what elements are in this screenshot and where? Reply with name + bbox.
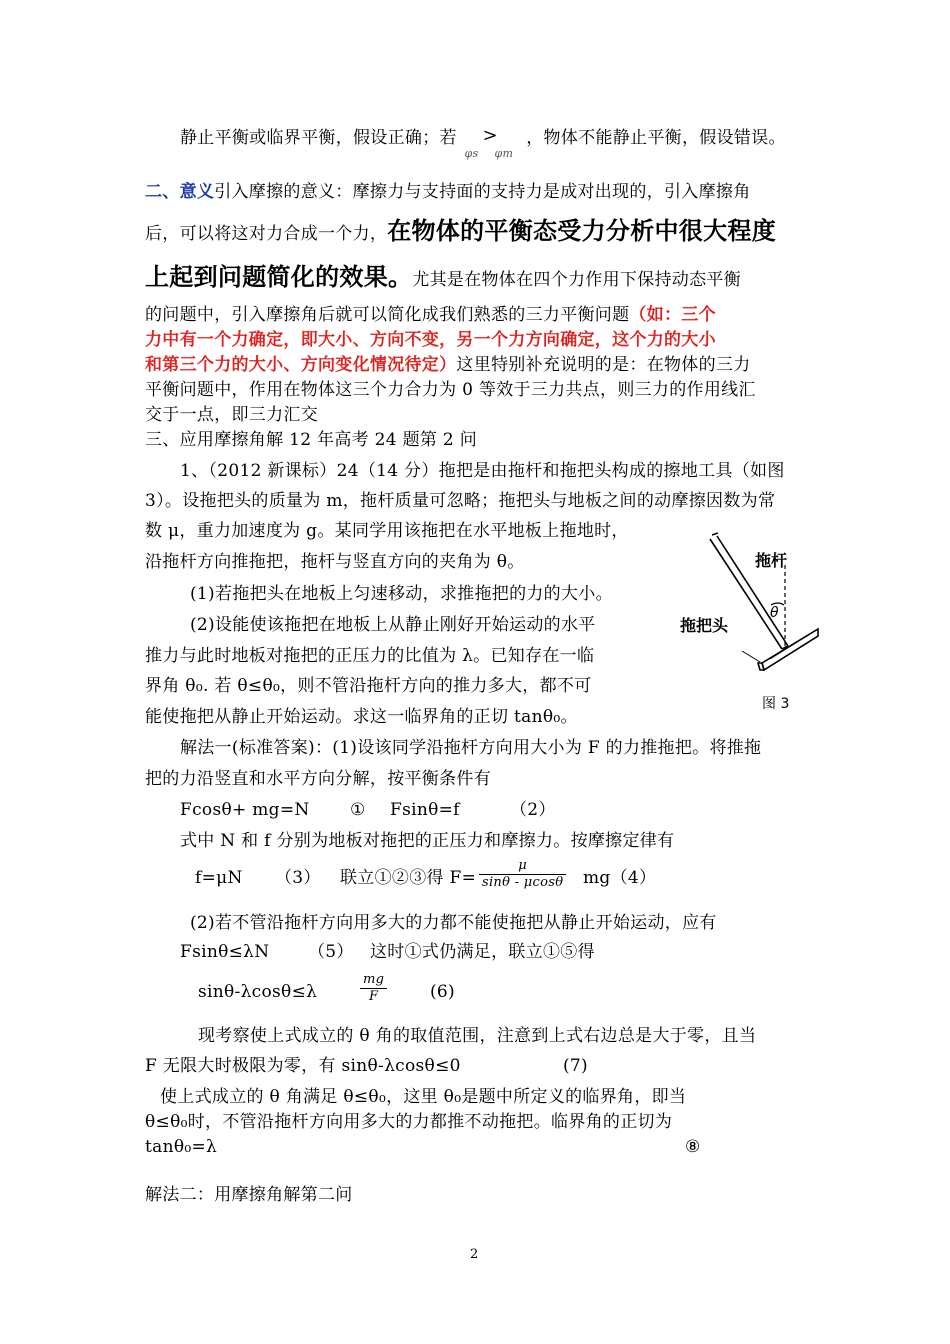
equation-3-4 <box>195 858 795 902</box>
line-6: 力中有一个力确定，即大小、方向不变，另一个力方向确定，这个力的大小 <box>145 330 716 350</box>
mop-figure <box>670 525 830 715</box>
equation-3: f=μN <box>195 868 243 888</box>
equation-6 <box>198 972 598 1016</box>
fraction-force-numerator: μ <box>479 858 566 875</box>
line-19: 能使拖把从静止开始运动。求这一临界角的正切 tanθ₀。 <box>145 707 578 727</box>
line-13: 数 μ，重力加速度为 g。某同学用该拖把在水平地板上拖地时， <box>145 521 629 541</box>
line-1-text-a: 静止平衡或临界平衡，假设正确；若 <box>180 128 457 148</box>
label-head: 拖把头 <box>680 616 729 635</box>
line-21: 把的力沿竖直和水平方向分解，按平衡条件有 <box>145 769 491 789</box>
inequality-6-number: (6) <box>430 982 455 1002</box>
line-5 <box>145 303 716 327</box>
equation-2-number: （2） <box>510 800 556 820</box>
label-rod: 拖杆 <box>755 551 788 570</box>
inequality-5-number: （5） <box>308 942 354 962</box>
phi-comparison <box>463 125 521 160</box>
line-2 <box>145 180 751 204</box>
line-18: 界角 θ₀. 若 θ≤θ₀，则不管沿拖杆方向的推力多大，都不可 <box>145 676 592 696</box>
inequality-5: Fsinθ≤λN <box>180 942 270 962</box>
line-3-text: 后，可以将这对力合成一个力， <box>145 224 388 244</box>
line-15: (1)若拖把头在地板上匀速移动，求推拖把的力的大小。 <box>190 584 613 604</box>
line-7-text: 这里特别补充说明的是：在物体的三力 <box>456 355 751 375</box>
inequality-7: F 无限大时极限为零，有 sinθ-λcosθ≤0 <box>145 1056 461 1076</box>
line-7 <box>145 353 751 377</box>
line-33: 解法二：用摩擦角解第二问 <box>145 1185 353 1205</box>
fraction-mg-f <box>360 972 387 1005</box>
label-theta: θ <box>770 605 779 621</box>
inequality-6: sinθ-λcosθ≤λ <box>198 982 318 1002</box>
line-3 <box>145 216 776 249</box>
equation-5 <box>180 940 780 964</box>
figure-caption: 图 3 <box>762 696 790 712</box>
line-3-emphasis: 在物体的平衡态受力分析中很大程度 <box>387 217 777 245</box>
line-17: 推力与此时地板对拖把的正压力的比值为 λ。已知存在一临 <box>145 646 595 666</box>
line-5-red: （如：三个 <box>629 305 716 325</box>
line-16: (2)设能使该拖把在地板上从静止刚好开始运动的水平 <box>190 615 596 635</box>
result-equation: tanθ₀=λ <box>145 1137 218 1157</box>
line-7-red: 和第三个力的大小、方向变化情况待定） <box>145 355 457 375</box>
equation-3-number: （3） <box>275 868 321 888</box>
fraction-force-denominator: sinθ - μcosθ <box>482 875 564 890</box>
line-4-text: 尤其是在物体在四个力作用下保持动态平衡 <box>412 270 742 290</box>
line-23: 式中 N 和 f 分别为地板对拖把的正压力和摩擦力。按摩擦定律有 <box>180 831 675 851</box>
line-11: 1、（2012 新课标）24（14 分）拖把是由拖杆和拖把头构成的擦地工具（如图 <box>180 461 785 481</box>
line-1-text-b: ，物体不能静止平衡，假设错误。 <box>526 128 786 148</box>
line-12: 3）。设拖把头的质量为 m，拖杆质量可忽略；拖把头与地板之间的动摩擦因数为常 <box>145 491 776 511</box>
line-5-text: 的问题中，引入摩擦角后就可以简化成我们熟悉的三力平衡问题 <box>145 305 630 325</box>
line-9: 交于一点，即三力汇交 <box>145 405 318 425</box>
line-1 <box>180 125 786 160</box>
line-28: 现考察使上式成立的 θ 角的取值范围，注意到上式右边总是大于零，且当 <box>198 1026 757 1046</box>
equation-8 <box>145 1135 745 1159</box>
page-number: 2 <box>470 1247 479 1262</box>
equation-1-2 <box>180 798 780 822</box>
line-26-text: 这时①式仍满足，联立①⑤得 <box>370 942 595 962</box>
line-20: 解法一(标准答案)：(1)设该同学沿拖杆方向用大小为 F 的力推拖把。将推拖 <box>180 738 762 758</box>
phi-s: φs <box>464 147 479 160</box>
line-25: (2)若不管沿拖杆方向用多大的力都不能使拖把从静止开始运动，应有 <box>190 913 717 933</box>
line-4-emphasis: 上起到问题简化的效果。 <box>145 263 413 291</box>
line-30: 使上式成立的 θ 角满足 θ≤θ₀，这里 θ₀是题中所定义的临界角，即当 <box>160 1087 687 1107</box>
equation-1-number: ① <box>350 800 366 820</box>
equation-7 <box>145 1054 765 1078</box>
fraction-force <box>479 858 566 891</box>
greater-than: > <box>482 125 498 146</box>
section-heading-meaning: 二、意义 <box>145 182 215 202</box>
fraction-mg-denominator: F <box>368 989 379 1004</box>
equation-4-lead: 联立①②③得 F= <box>340 868 477 888</box>
fraction-mg-numerator: mg <box>360 972 387 989</box>
inequality-7-number: (7) <box>563 1056 588 1076</box>
equation-2: Fsinθ=f <box>390 800 460 820</box>
equation-4-tail: mg（4） <box>583 868 657 888</box>
line-31: θ≤θ₀时，不管沿拖杆方向用多大的力都推不动拖把。临界角的正切为 <box>145 1112 673 1132</box>
equation-1: Fcosθ+ mg=N <box>180 800 310 820</box>
phi-m: φm <box>494 147 514 160</box>
result-equation-number: ⑧ <box>685 1137 701 1157</box>
line-2-text: 引入摩擦的意义：摩擦力与支持面的支持力是成对出现的，引入摩擦角 <box>214 182 751 202</box>
line-10: 三、应用摩擦角解 12 年高考 24 题第 2 问 <box>145 430 478 450</box>
line-4 <box>145 262 741 295</box>
line-8: 平衡问题中，作用在物体这三个力合力为 0 等效于三力共点，则三力的作用线汇 <box>145 380 756 400</box>
line-14: 沿拖杆方向推拖把，拖杆与竖直方向的夹角为 θ。 <box>145 552 525 572</box>
